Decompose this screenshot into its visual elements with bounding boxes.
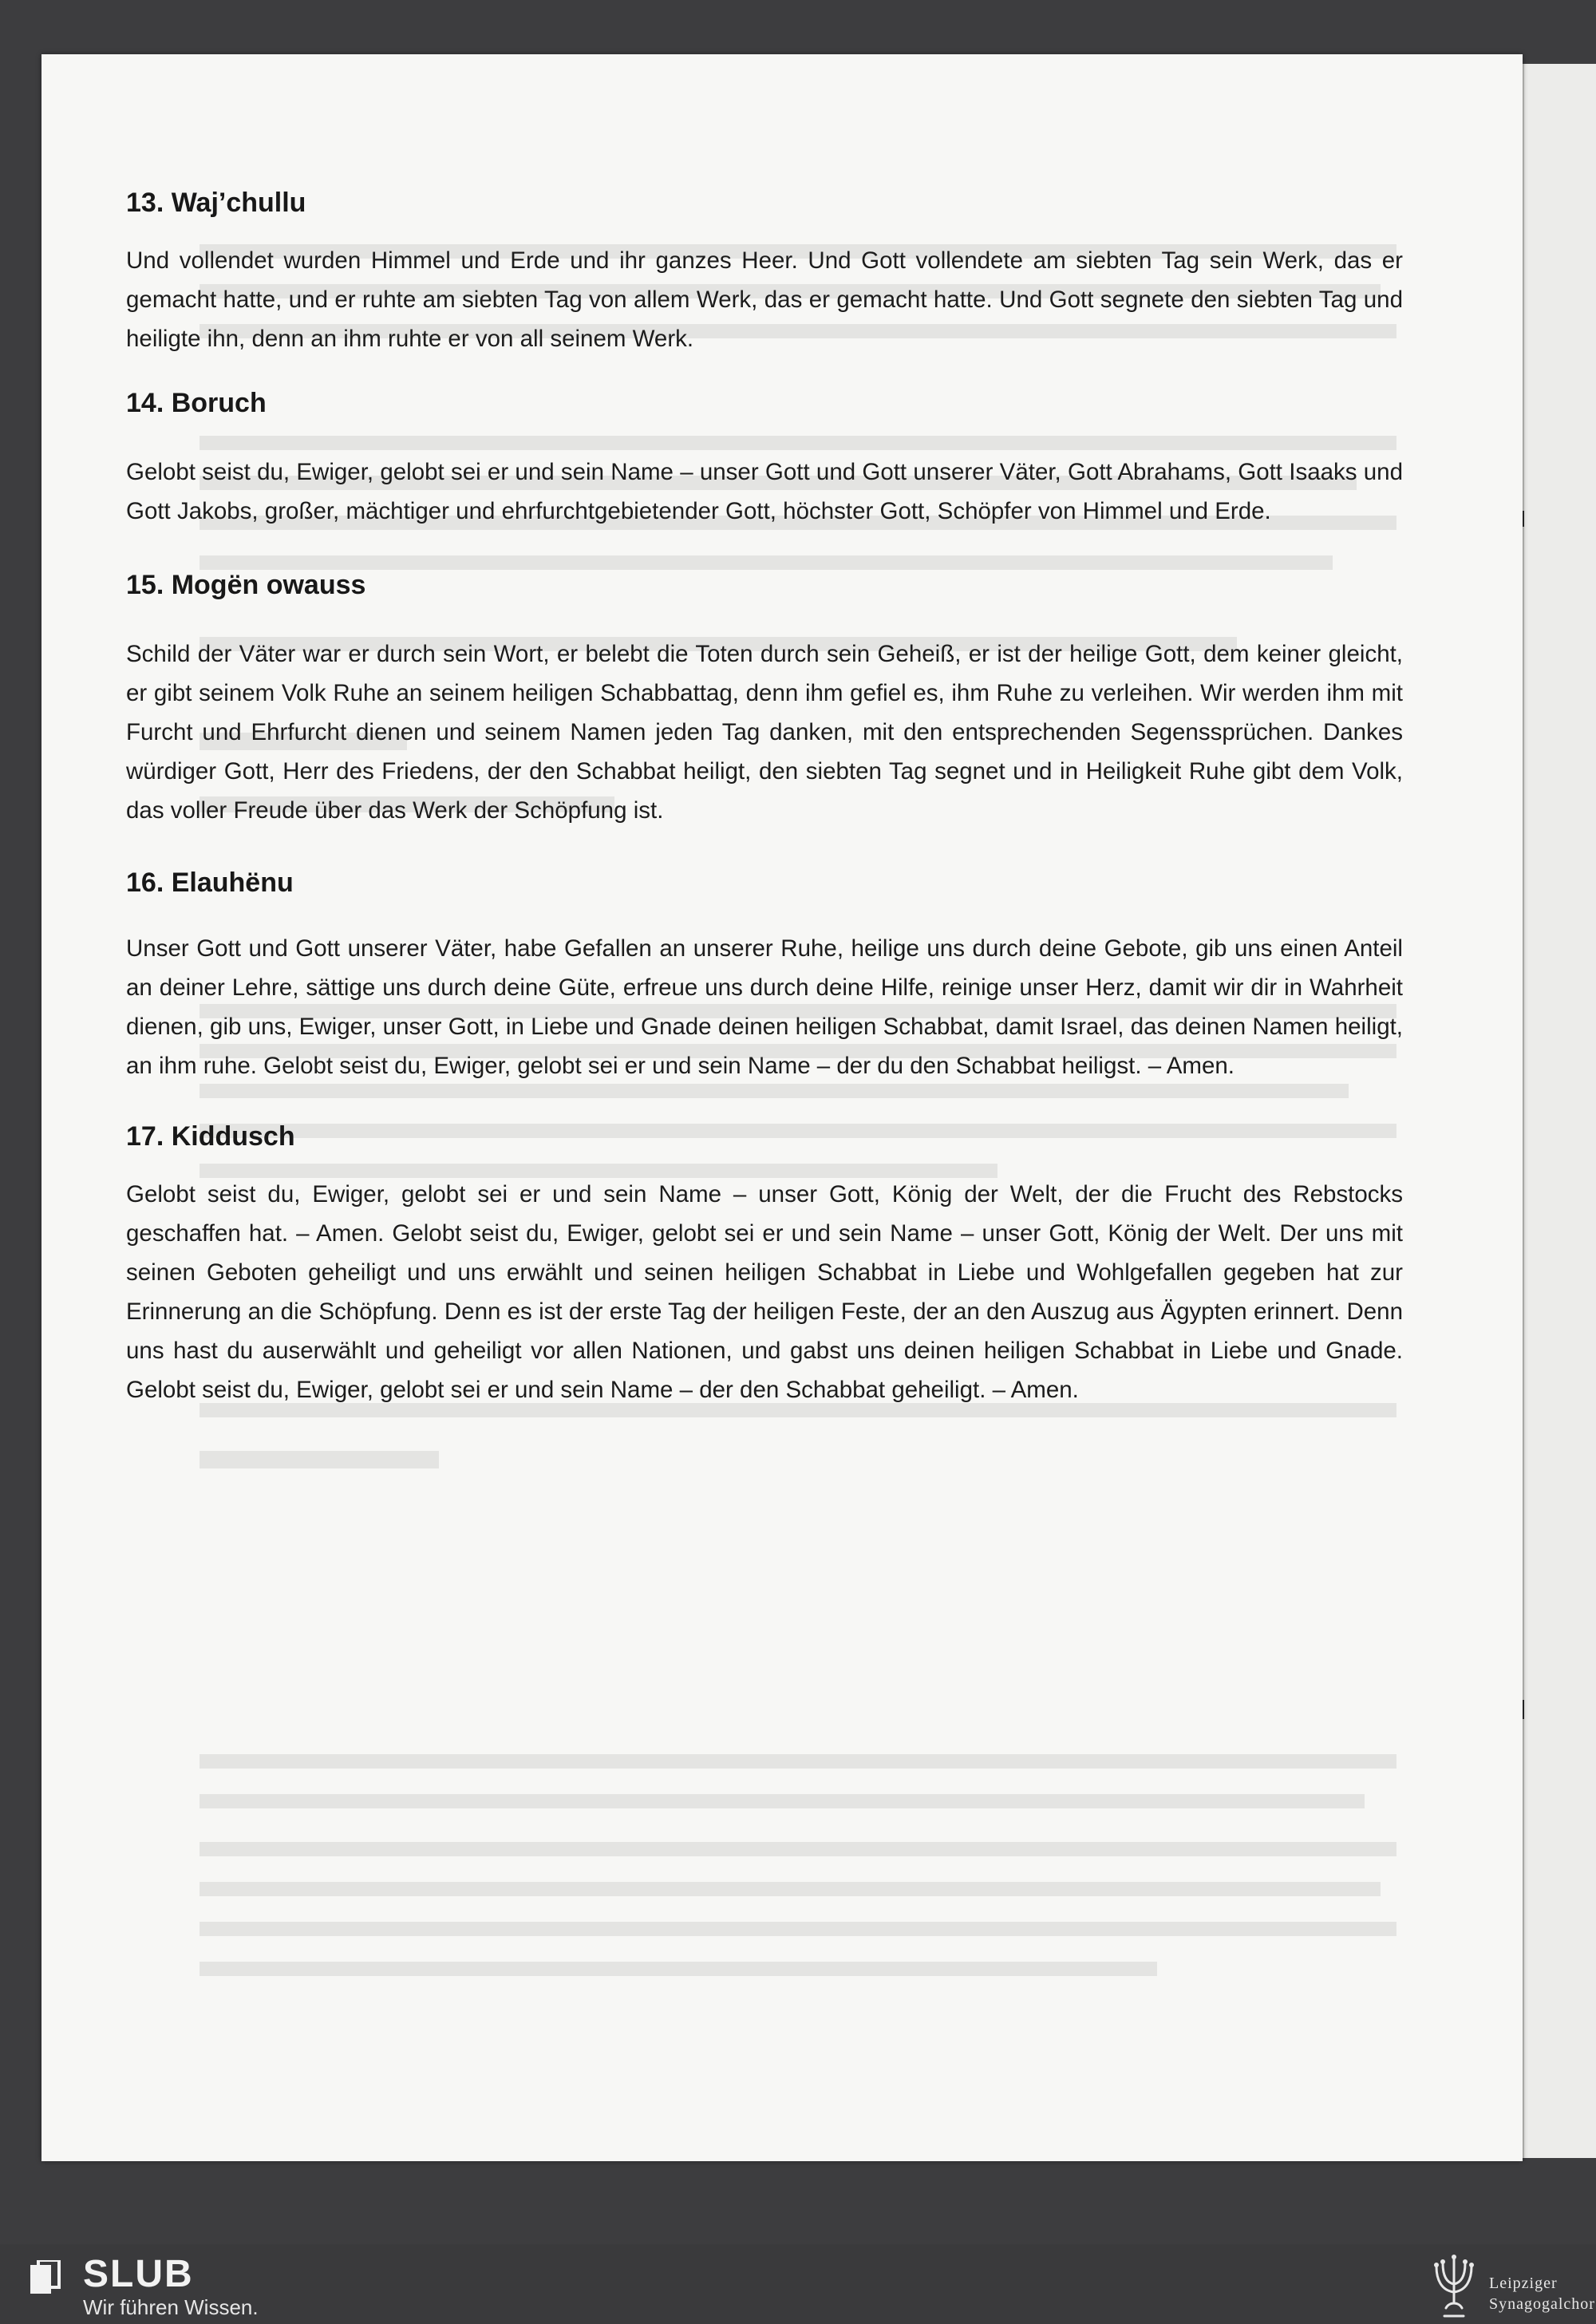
section-text: Gelobt seist du, Ewiger, gelobt sei er und sein Name – unser Gott und Gott unserer Väter, Gott Abrahams, Gott Isaaks und Gott Jakobs, großer, mächtiger und ehrfurchtgebietender Gott, höchster Gott, Schöpfer von Himmel und Erde. bbox=[126, 459, 1403, 524]
choir-name-line1: Leipziger bbox=[1489, 2275, 1558, 2292]
slub-book-icon bbox=[30, 2260, 61, 2295]
facing-page-edge bbox=[1523, 64, 1596, 2158]
section-text: Gelobt seist du, Ewiger, gelobt sei er und sein Name – unser Gott, König der Welt, der die Frucht des Rebstocks geschaffen hat. – Amen. Gelobt seist du, Ewiger, gelobt sei er und sein Name – unser Gott, König der Welt. Der uns mit seinen Geboten geheiligt und uns erwählt und seinen heiligen Schabbat in Liebe und Wohlgefallen gegeben hat zur Erinnerung an die Schöpfung. Denn es ist der erste Tag der heiligen Feste, der an den Auszug aus Ägypten erinnert. Denn uns hast du auserwählt und geheiligt vor allen Nationen, und gabst uns deinen heiligen Schabbat in Liebe und Gnade. Gelobt seist du, Ewiger, gelobt sei er und sein Name – der den Schabbat geheiligt. – Amen. bbox=[126, 1181, 1403, 1403]
section-heading: 17. Kiddusch bbox=[126, 1121, 295, 1152]
section-heading: 14. Boruch bbox=[126, 388, 267, 418]
choir-name-line2: Synagogalchor bbox=[1489, 2295, 1595, 2313]
section-boruch bbox=[126, 385, 1403, 531]
library-tagline: Wir führen Wissen. bbox=[83, 2295, 259, 2319]
section-heading: 13. Waj’chullu bbox=[126, 188, 306, 218]
section-elauhenu bbox=[126, 865, 1403, 1085]
section-heading: 16. Elauhënu bbox=[126, 868, 294, 898]
section-heading: 15. Mogën owauss bbox=[126, 570, 366, 600]
choir-name bbox=[1489, 2273, 1595, 2314]
page-content bbox=[126, 185, 1403, 1409]
library-name[interactable]: SLUB bbox=[83, 2253, 194, 2295]
section-text: Schild der Väter war er durch sein Wort, er belebt die Toten durch sein Geheiß, er ist der heilige Gott, dem keiner gleicht, er gibt seinem Volk Ruhe an seinem heiligen Schabbattag, denn ihm gefiel es, ihm Ruhe zu verleihen. Wir werden ihm mit Furcht und Ehrfurcht dienen und seinem Namen jeden Tag danken, mit den entsprechenden Segenssprüchen. Dankes würdiger Gott, Herr des Friedens, der den Schabbat heiligt, den siebten Tag segnet und in Heiligkeit Ruhe gibt dem Volk, das voller Freude über das Werk der Schöpfung ist. bbox=[126, 641, 1403, 824]
viewer-footer bbox=[0, 2244, 1596, 2324]
section-text: Und vollendet wurden Himmel und Erde und ihr ganzes Heer. Und Gott vollendete am siebten Tag sein Werk, das er gemacht hatte, und er ruhte am siebten Tag von allem Werk, das er gemacht hatte. Und Gott segnete den siebten Tag und heiligte ihn, denn an ihm ruhte er von all seinem Werk. bbox=[126, 247, 1403, 352]
section-kiddusch bbox=[126, 1119, 1403, 1409]
section-mogen-owauss bbox=[126, 567, 1403, 830]
section-text: Unser Gott und Gott unserer Väter, habe Gefallen an unserer Ruhe, heilige uns durch deine Gebote, gib uns einen Anteil an deiner Lehre, sättige uns durch deine Güte, erfreue uns durch deine Hilfe, reinige unser Herz, damit wir dir in Wahrheit dienen, gib uns, Ewiger, unser Gott, in Liebe und Gnade deinen heiligen Schabbat, damit Israel, das deinen Namen heiligt, an ihm ruhe. Gelobt seist du, Ewiger, gelobt sei er und sein Name – der du den Schabbat heiligst. – Amen. bbox=[126, 935, 1403, 1079]
menorah-hand-icon bbox=[1428, 2252, 1479, 2321]
section-wajchullu bbox=[126, 185, 1403, 358]
